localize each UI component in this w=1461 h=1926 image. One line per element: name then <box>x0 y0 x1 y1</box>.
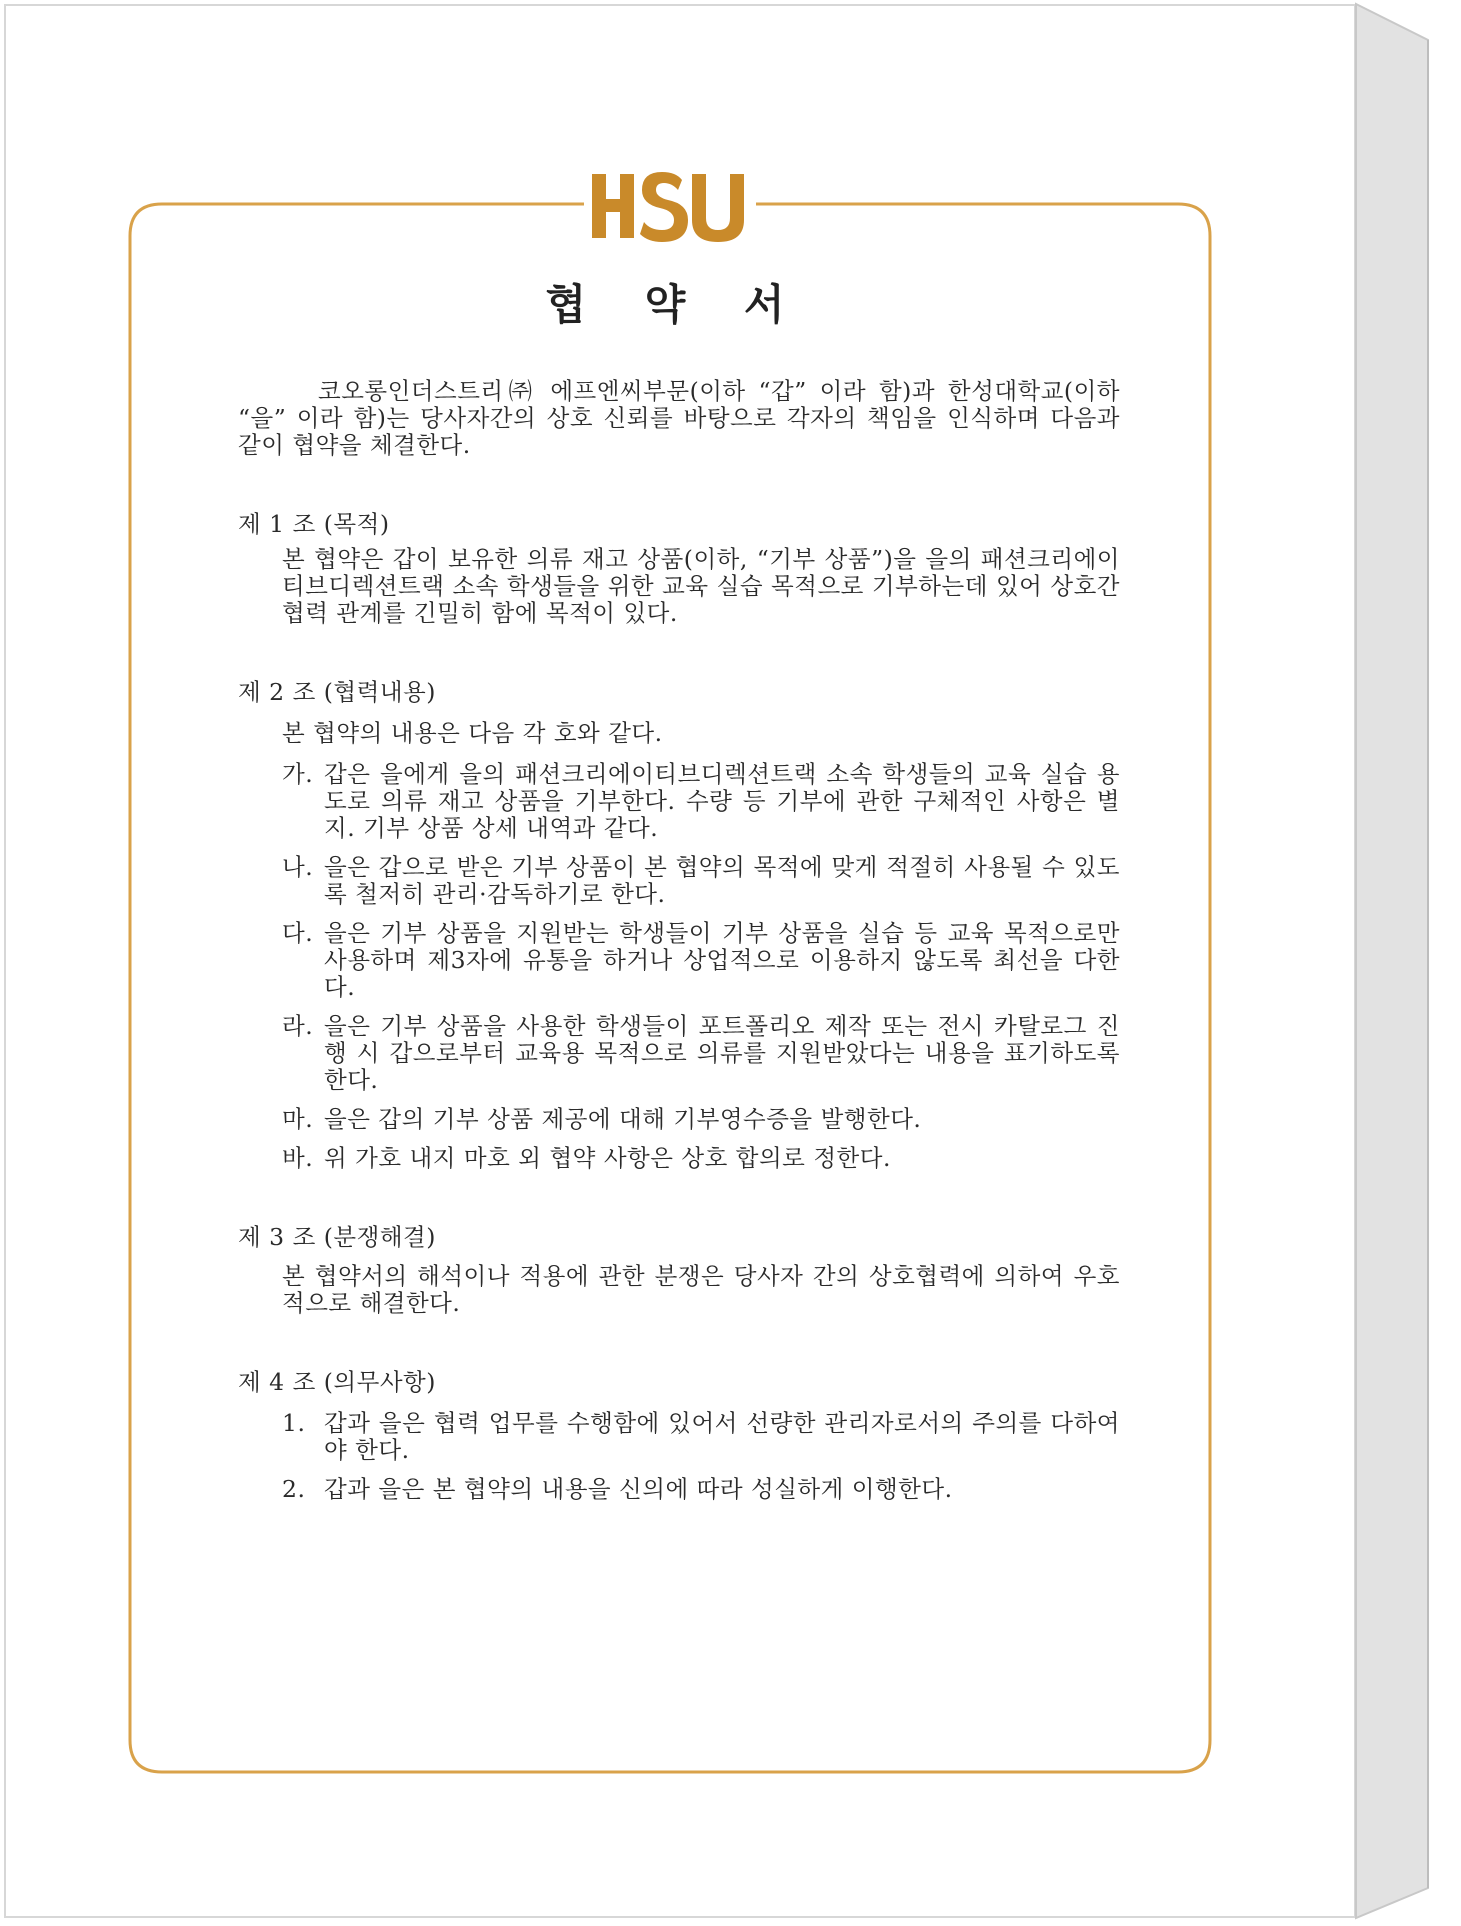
item-marker: 나. <box>282 853 314 881</box>
article-3 <box>238 1224 1120 1317</box>
item-marker: 마. <box>282 1105 314 1133</box>
document-title: 협 약 서 <box>545 280 807 329</box>
article-text: 본 협약의 내용은 다음 각 호와 같다. <box>282 719 663 747</box>
item-text: 을은 갑으로 받은 기부 상품이 본 협약의 목적에 맞게 적절히 사용될 수 있도록 철저히 관리·감독하기로 한다. <box>324 853 1120 908</box>
item-marker: 2. <box>282 1475 306 1503</box>
article-heading: 제 1 조 (목적) <box>238 510 390 538</box>
list-item <box>282 761 1120 842</box>
article-text: 본 협약은 갑이 보유한 의류 재고 상품(이하, “기부 상품”)을 을의 패션크리에이티브디렉션트랙 소속 학생들을 위한 교육 실습 목적으로 기부하는데 있어 상호간 협력 관계를 긴밀히 함에 목적이 있다. <box>282 545 1120 627</box>
list-item <box>282 854 1120 908</box>
item-marker: 가. <box>282 760 314 788</box>
article-text: 본 협약서의 해석이나 적용에 관한 분쟁은 당사자 간의 상호협력에 의하여 우호적으로 해결한다. <box>282 1262 1120 1317</box>
list-item <box>282 920 1120 1001</box>
list-item <box>282 1013 1120 1094</box>
agreement-body <box>238 378 1120 1503</box>
item-text: 갑과 을은 협력 업무를 수행함에 있어서 선량한 관리자로서의 주의를 다하여야 한다. <box>324 1409 1120 1464</box>
item-marker: 라. <box>282 1012 314 1040</box>
list-item <box>282 1410 1120 1464</box>
list-item <box>282 1145 1120 1172</box>
item-text: 위 가호 내지 마호 외 협약 사항은 상호 합의로 정한다. <box>324 1144 891 1172</box>
item-marker: 바. <box>282 1144 314 1172</box>
item-text: 갑과 을은 본 협약의 내용을 신의에 따라 성실하게 이행한다. <box>324 1475 953 1503</box>
item-text: 갑은 을에게 을의 패션크리에이티브디렉션트랙 소속 학생들의 교육 실습 용도로 의류 재고 상품을 기부한다. 수량 등 기부에 관한 구체적인 사항은 별지. 기부 상품 상세 내역과 같다. <box>324 760 1120 842</box>
list-item <box>282 1476 1120 1503</box>
article-heading: 제 2 조 (협력내용) <box>238 678 436 706</box>
item-marker: 1. <box>282 1409 306 1437</box>
article-4 <box>238 1369 1120 1503</box>
item-marker: 다. <box>282 919 314 947</box>
item-text: 을은 갑의 기부 상품 제공에 대해 기부영수증을 발행한다. <box>324 1105 922 1133</box>
article-heading: 제 4 조 (의무사항) <box>238 1368 436 1396</box>
article-2 <box>238 679 1120 1172</box>
list-item <box>282 1106 1120 1133</box>
hsu-logo <box>584 168 750 248</box>
hsu-logo-mark <box>584 168 750 248</box>
article-heading: 제 3 조 (분쟁해결) <box>238 1223 436 1251</box>
intro-paragraph: 코오롱인더스트리㈜ 에프엔씨부문(이하 “갑” 이라 함)과 한성대학교(이하 “을” 이라 함)는 당사자간의 상호 신뢰를 바탕으로 각자의 책임을 인식하며 다음과 같이 협약을 체결한다. <box>238 377 1120 459</box>
item-text: 을은 기부 상품을 지원받는 학생들이 기부 상품을 실습 등 교육 목적으로만 사용하며 제3자에 유통을 하거나 상업적으로 이용하지 않도록 최선을 다한다. <box>324 919 1120 1001</box>
item-text: 을은 기부 상품을 사용한 학생들이 포트폴리오 제작 또는 전시 카탈로그 진행 시 갑으로부터 교육용 목적으로 의류를 지원받았다는 내용을 표기하도록 한다. <box>324 1012 1120 1094</box>
article-1 <box>238 511 1120 627</box>
